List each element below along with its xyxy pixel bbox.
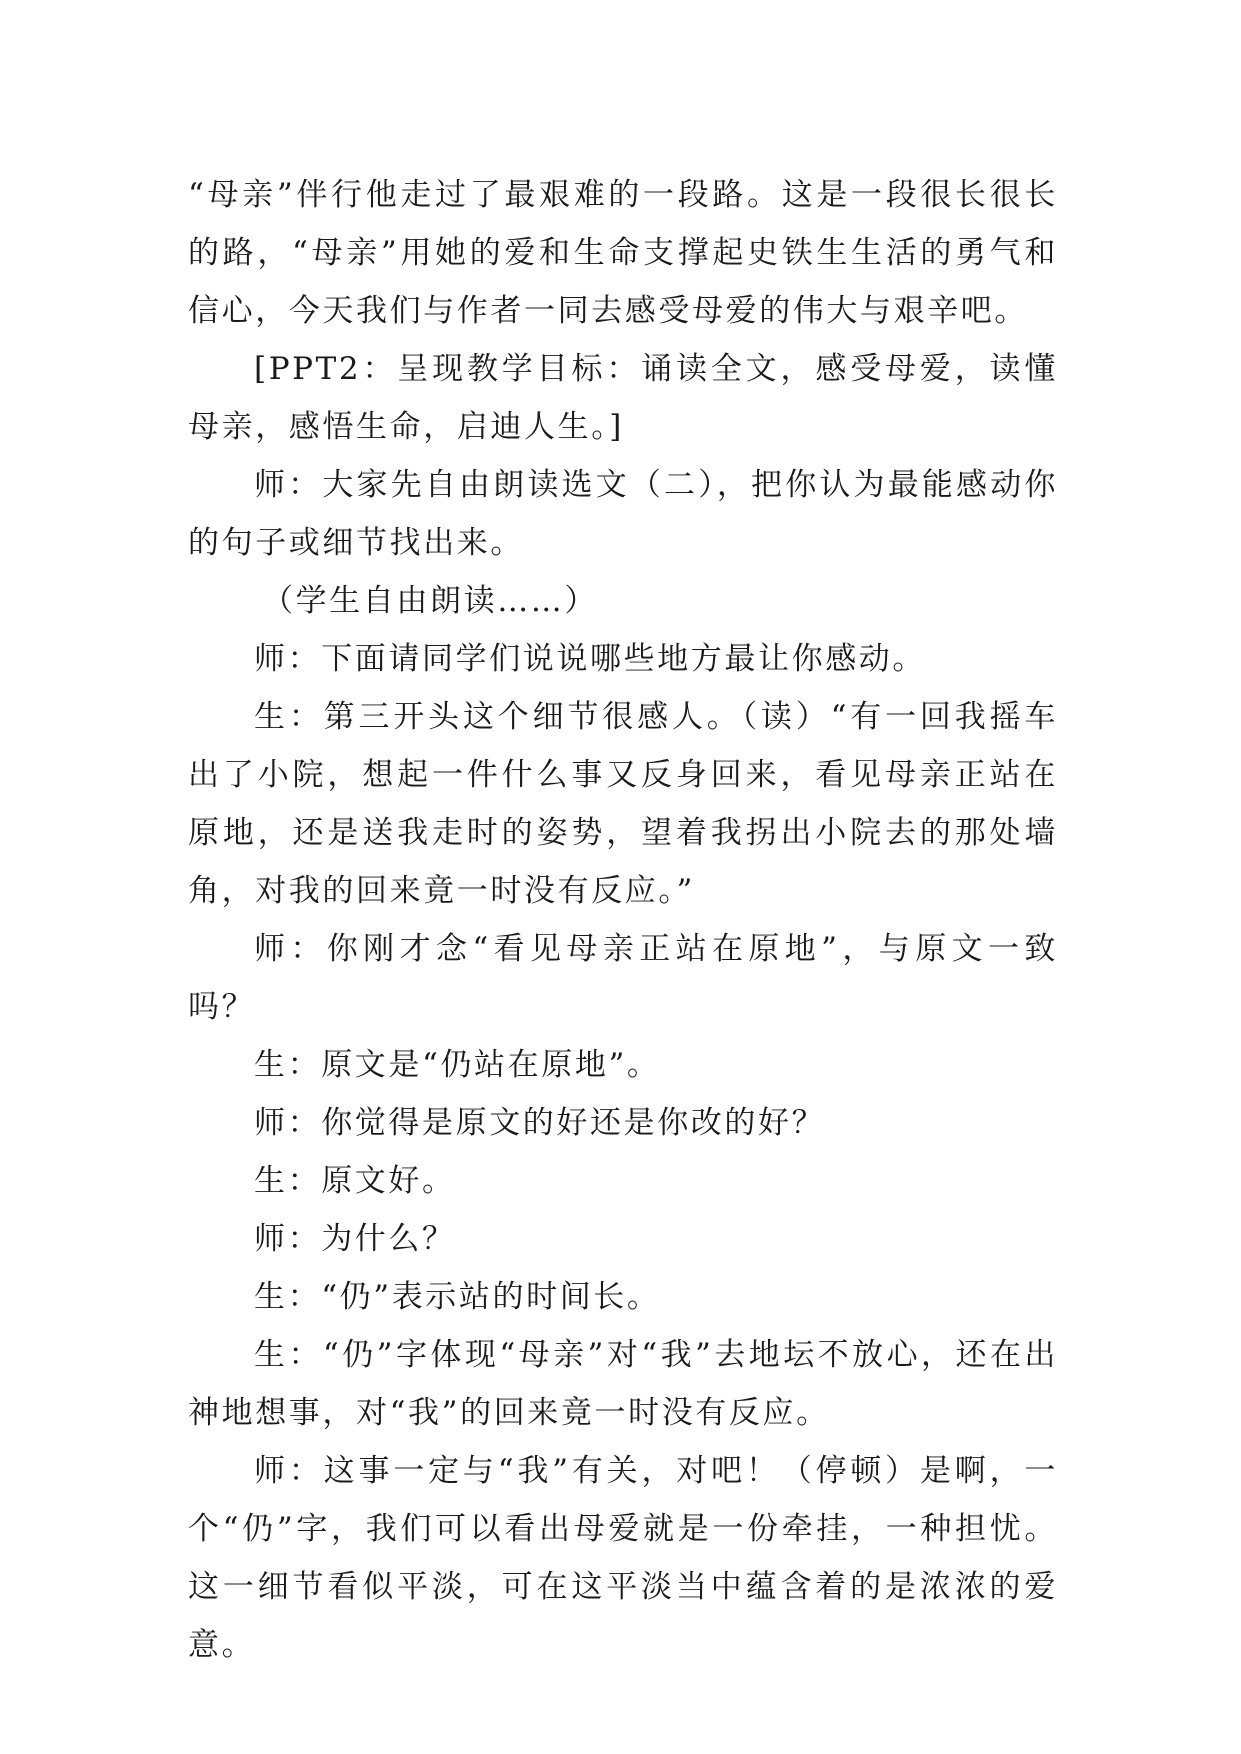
- paragraph-teacher-instruction: 师：大家先自由朗读选文（二），把你认为最能感动你的句子或细节找出来。: [188, 467, 1058, 561]
- paragraph-teacher-summary: 师：这事一定与“我”有关，对吧！（停顿）是啊，一个“仍”字，我们可以看出母爱就是一份牵挂，一种担忧。这一细节看似平淡，可在这平淡当中蕴含着的是浓浓的爱意。: [188, 1453, 1058, 1663]
- paragraph-student-answer: 生：“仍”表示站的时间长。: [254, 1279, 661, 1315]
- paragraph-ppt-objectives: [PPT2：呈现教学目标：诵读全文，感受母爱，读懂母亲，感悟生命，启迪人生。]: [188, 351, 1058, 445]
- paragraph-stage-direction: （学生自由朗读……）: [262, 583, 598, 619]
- paragraph-teacher-question: 师：你觉得是原文的好还是你改的好？: [254, 1105, 826, 1141]
- paragraph-teacher-question: 师：为什么？: [254, 1221, 456, 1257]
- paragraph-student-answer: 生：“仍”字体现“母亲”对“我”去地坛不放心，还在出神地想事，对“我”的回来竟一时没有反应。: [188, 1337, 1058, 1431]
- paragraph-intro-continuation: “母亲”伴行他走过了最艰难的一段路。这是一段很长很长的路，“母亲”用她的爱和生命支撑起史铁生生活的勇气和信心，今天我们与作者一同去感受母爱的伟大与艰辛吧。: [188, 177, 1058, 329]
- paragraph-student-answer: 生：原文是“仍站在原地”。: [254, 1047, 661, 1083]
- document-body: [188, 166, 1058, 1674]
- paragraph-student-answer: 生：原文好。: [254, 1163, 456, 1199]
- paragraph-teacher-question: 师：你刚才念“看见母亲正站在原地”，与原文一致吗？: [188, 931, 1058, 1025]
- paragraph-student-reading: 生：第三开头这个细节很感人。（读）“有一回我摇车出了小院，想起一件什么事又反身回来，看见母亲正站在原地，还是送我走时的姿势，望着我拐出小院去的那处墙角，对我的回来竟一时没有反应。”: [188, 699, 1058, 909]
- paragraph-teacher-prompt: 师：下面请同学们说说哪些地方最让你感动。: [254, 641, 926, 677]
